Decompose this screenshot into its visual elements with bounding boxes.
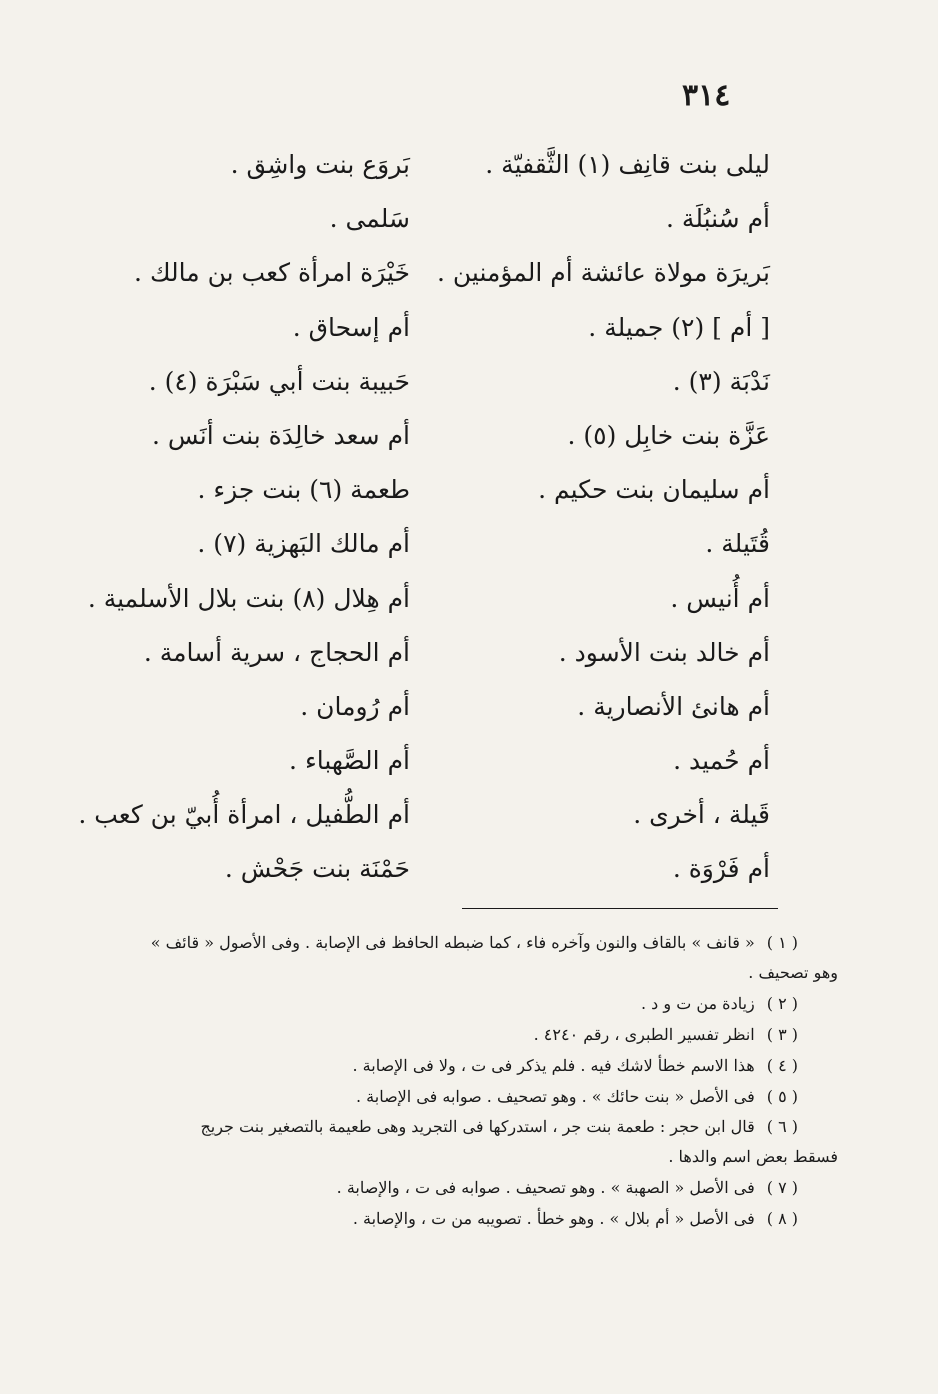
footnote-number: ( ٦ ) [766, 1117, 798, 1136]
names-column-right [436, 138, 770, 897]
footnote-5 [118, 1081, 798, 1112]
list-item: بَريرَة مولاة عائشة أم المؤمنين . [436, 258, 770, 288]
footnote-continuation: فسقط بعض اسم والدها . [668, 1147, 838, 1166]
list-item: أم الحجاج ، سرية أسامة . [143, 637, 410, 667]
list-item: حَبيبة بنت أبي سَبْرَة (٤) . [148, 366, 410, 396]
footnote-8 [118, 1203, 798, 1234]
list-item: أم حُميد . [673, 746, 770, 776]
footnote-number: ( ١ ) [766, 933, 798, 952]
footnote-number: ( ٤ ) [766, 1056, 798, 1075]
list-item: حَمْنَة بنت جَحْش . [224, 854, 410, 884]
footnote-divider [462, 908, 778, 909]
footnote-text: « قانف » بالقاف والنون وآخره فاء ، كما ضبطه الحافظ فى الإصابة . وفى الأصول « قائف » [150, 933, 755, 952]
footnote-text: قال ابن حجر : طعمة بنت جر ، استدركها فى التجريد وهى طعيمة بالتصغير بنت جريج [200, 1117, 755, 1136]
list-item: أم رُومان . [300, 691, 410, 721]
list-item: أم هانئ الأنصارية . [577, 691, 770, 721]
footnote-text: فى الأصل « الصهبة » . وهو تصحيف . صوابه فى ت ، والإصابة . [336, 1178, 755, 1197]
list-item: أم خالد بنت الأسود . [558, 637, 770, 667]
page-number: ٣١٤ [682, 78, 731, 113]
footnote-continuation: وهو تصحيف . [748, 963, 838, 982]
footnote-number: ( ٣ ) [766, 1025, 798, 1044]
list-item: أم الصَّهباء . [289, 746, 410, 776]
list-item: قُتَيلة . [705, 529, 770, 559]
footnote-number: ( ٨ ) [766, 1209, 798, 1228]
list-item: أم سليمان بنت حكيم . [538, 475, 770, 505]
footnote-text: فى الأصل « أم بلال » . وهو خطأ . تصويبه من ت ، والإصابة . [352, 1209, 755, 1228]
list-item: ليلى بنت قانِف (١) الثَّقفيّة . [485, 150, 770, 179]
list-item: نَدْبَة (٣) . [672, 366, 770, 396]
list-item: خَيْرَة امرأة كعب بن مالك . [134, 258, 410, 288]
footnote-text: فى الأصل « بنت حائك » . وهو تصحيف . صوابه فى الإصابة . [355, 1087, 755, 1106]
footnote-1 [118, 928, 838, 988]
list-item: بَروَع بنت واشِق . [230, 150, 410, 179]
footnote-3 [118, 1019, 798, 1050]
list-item: عَزَّة بنت خابِل (٥) . [567, 420, 770, 450]
footnote-text: انظر تفسير الطبرى ، رقم ٤٢٤٠ . [533, 1025, 755, 1044]
footnote-text: زيادة من ت و د . [641, 994, 755, 1013]
footnote-number: ( ٢ ) [766, 994, 798, 1013]
footnote-6 [118, 1112, 838, 1172]
list-item: أم سُنبُلَة . [666, 204, 770, 234]
footnote-number: ( ٥ ) [766, 1087, 798, 1106]
list-item: أم إسحاق . [292, 312, 410, 342]
list-item: سَلمى . [329, 204, 410, 234]
footnotes-section [118, 928, 838, 1234]
list-item: طعمة (٦) بنت جزء . [197, 475, 410, 505]
list-item: [ أم ] (٢) جميلة . [588, 312, 770, 342]
footnote-4 [118, 1050, 798, 1081]
list-item: أم سعد خالِدَة بنت أنَس . [152, 420, 410, 450]
list-item: أم فَرْوَة . [672, 854, 770, 884]
list-item: أم هِلال (٨) بنت بلال الأسلمية . [87, 583, 410, 613]
footnote-text: هذا الاسم خطأ لاشك فيه . فلم يذكر فى ت ، ولا فى الإصابة . [352, 1056, 755, 1075]
footnote-number: ( ٧ ) [766, 1178, 798, 1197]
list-item: أم أُنيس . [670, 583, 770, 613]
list-item: أم الطُّفيل ، امرأة أُبيّ بن كعب . [78, 800, 410, 830]
footnote-7 [118, 1172, 798, 1203]
names-column-left [10, 138, 410, 897]
footnote-2 [118, 988, 798, 1019]
list-item: أم مالك البَهزية (٧) . [197, 529, 410, 559]
list-item: قَيلة ، أخرى . [633, 800, 770, 830]
